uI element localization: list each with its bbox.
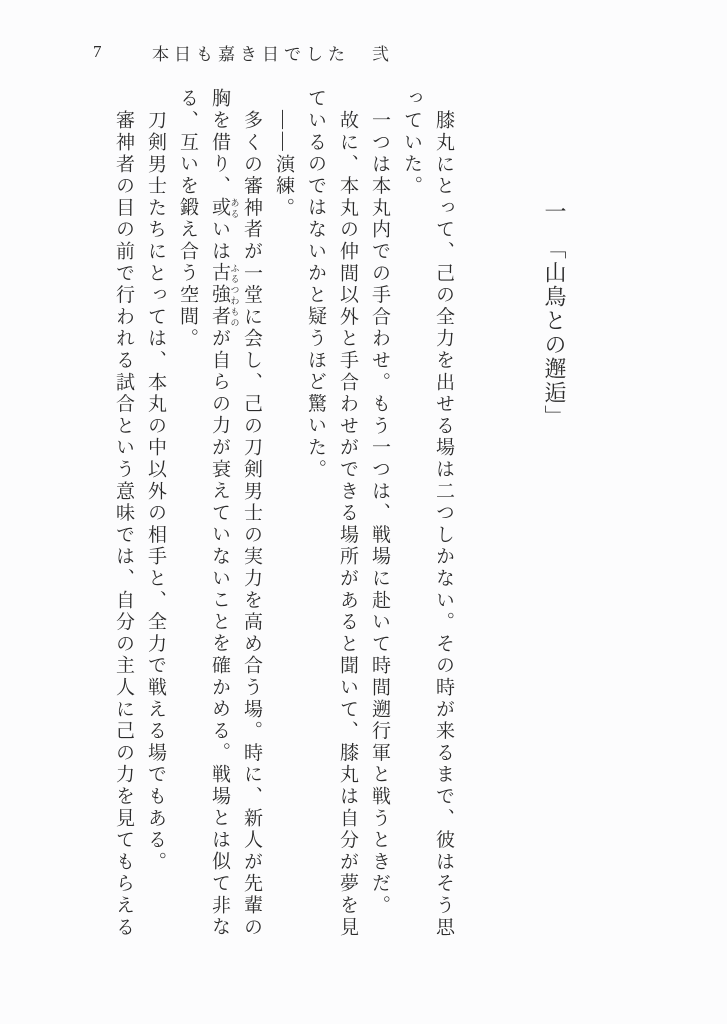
paragraph: ――演練。 <box>273 110 294 219</box>
furigana-term: 古強者 ふるつわもの <box>209 262 240 328</box>
paragraph: 審神者の目の前で行われる試合という意味では、自分の主人に己の力を見てもらえる <box>113 110 134 939</box>
paragraph: 多くの審神者が一堂に会し、己の刀剣男士の実力を高め合う場。時に、新人が先輩の胸を借り、或 あるいは古強者 ふるつわものが自らの力が衰えていないことを確かめる。戦場とは似て非なる、互いを鍛え合う空間。 <box>177 88 262 939</box>
page-number: 7 <box>93 42 102 61</box>
page-header <box>0 40 727 68</box>
paragraph: 刀剣男士たちにとっては、本丸の中以外の相手と、全力で戦える場でもある。 <box>145 110 166 873</box>
running-title: 本日も嘉き日でした 弐 <box>152 45 394 64</box>
paragraph: 故に、本丸の仲間以外と手合わせができる場所があると聞いて、膝丸は自分が夢を見ているのではないかと疑うほど驚いた。 <box>305 88 358 939</box>
body-text <box>107 88 570 940</box>
paragraphs <box>107 88 459 940</box>
furigana-term: 或 ある <box>209 197 240 219</box>
paragraph: 膝丸にとって、己の全力を出せる場は二つしかない。その時が来るまで、彼はそう思っていた。 <box>401 88 454 939</box>
paragraph: 一つは本丸内での手合わせ。もう一つは、戦場に赴いて時間遡行軍と戦うときだ。 <box>369 110 390 917</box>
chapter-heading: 一 「山鳥との邂逅」 <box>542 200 567 429</box>
